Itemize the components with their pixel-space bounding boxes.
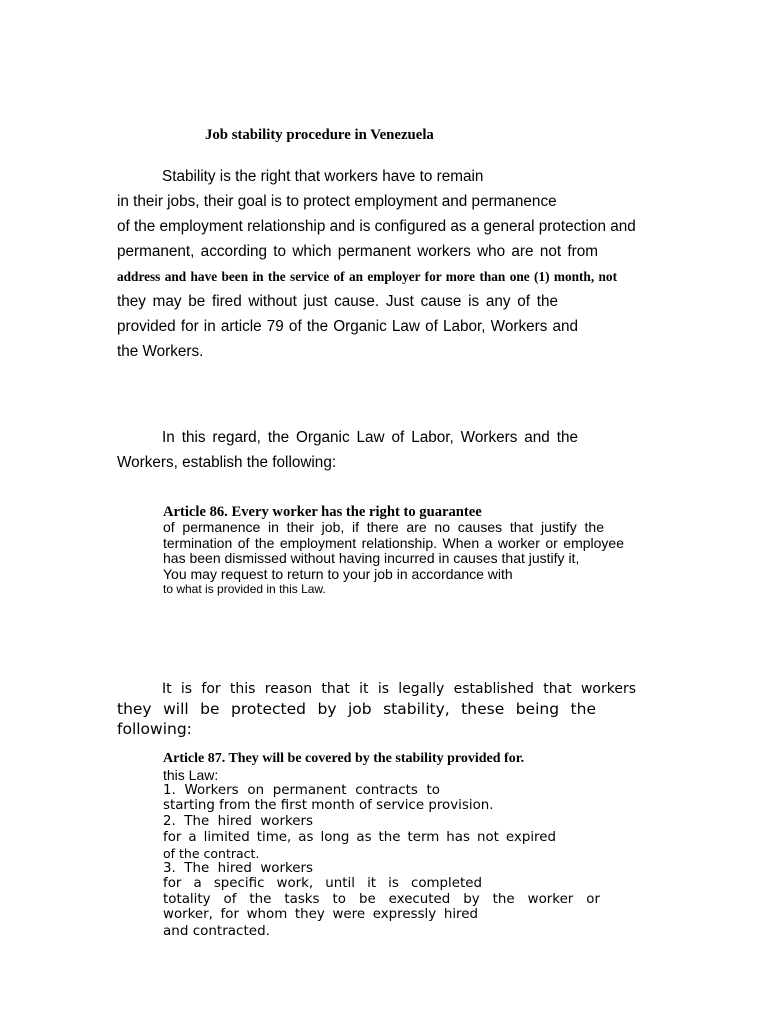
article-87-line: totality of the tasks to be executed by the worker or xyxy=(163,892,600,907)
article-87-heading: Article 87. They will be covered by the stability provided for. xyxy=(163,751,525,766)
article-86-line: has been dismissed without having incurred in causes that justify it, xyxy=(163,550,580,566)
article-86-line: You may request to return to your job in accordance with xyxy=(163,566,513,582)
article-87-line: 2. The hired workers xyxy=(163,814,313,829)
article-86-line: to what is provided in this Law. xyxy=(163,582,326,596)
intro-paragraph-line: address and have been in the service of an employer for more than one (1) month, not xyxy=(117,269,617,284)
regard-paragraph-line: Workers, establish the following: xyxy=(117,454,337,471)
document-title: Job stability procedure in Venezuela xyxy=(205,127,434,143)
intro-paragraph-line: permanent, according to which permanent workers who are not from xyxy=(117,243,598,260)
intro-paragraph-line: provided for in article 79 of the Organic Law of Labor, Workers and xyxy=(117,318,578,335)
article-86-line: termination of the employment relationship. When a worker or employee xyxy=(163,535,624,551)
intro-paragraph-line: the Workers. xyxy=(117,343,204,360)
intro-paragraph-line: of the employment relationship and is configured as a general protection and xyxy=(117,218,636,235)
intro-paragraph-line: Stability is the right that workers have to remain xyxy=(162,168,484,185)
article-87-line: of the contract. xyxy=(163,846,260,861)
reason-paragraph-line: following: xyxy=(117,720,192,738)
article-87-line: for a specific work, until it is completed xyxy=(163,876,482,891)
reason-paragraph-line: they will be protected by job stability, these being the xyxy=(117,700,596,718)
article-87-line: and contracted. xyxy=(163,923,270,939)
intro-paragraph-line: in their jobs, their goal is to protect employment and permanence xyxy=(117,193,557,210)
reason-paragraph-line: It is for this reason that it is legally established that workers xyxy=(162,681,636,697)
article-87-line: 1. Workers on permanent contracts to xyxy=(163,783,440,798)
article-87-line: this Law: xyxy=(163,767,219,783)
article-86-line: of permanence in their job, if there are no causes that justify the xyxy=(163,519,604,535)
intro-paragraph-line: they may be fired without just cause. Just cause is any of the xyxy=(117,293,558,310)
regard-paragraph-line: In this regard, the Organic Law of Labor, Workers and the xyxy=(162,429,578,446)
article-87-line: 3. The hired workers xyxy=(163,861,313,876)
article-87-line: starting from the first month of service provision. xyxy=(163,798,494,813)
article-87-line: worker, for whom they were expressly hired xyxy=(163,907,478,922)
article-86-heading: Article 86. Every worker has the right to guarantee xyxy=(163,504,482,520)
article-87-line: for a limited time, as long as the term has not expired xyxy=(163,830,556,845)
